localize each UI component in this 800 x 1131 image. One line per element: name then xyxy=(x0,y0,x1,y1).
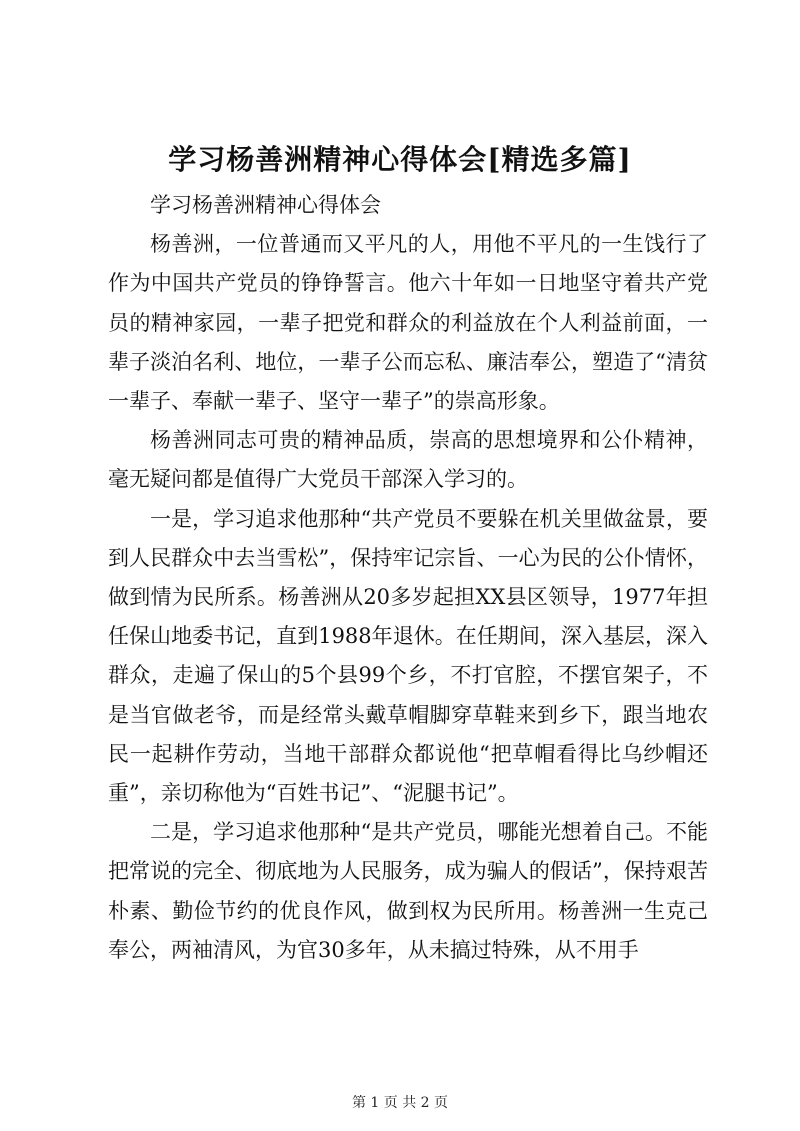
page-number-footer: 第 1 页 共 2 页 xyxy=(351,1095,449,1111)
paragraph-point-one: 一是，学习追求他那种“共产党员不要躲在机关里做盆景，要到人民群众中去当雪松”，保持牢记宗旨、一心为民的公仆情怀，做到情为民所系。杨善洲从20多岁起担XX县区领导，1977年担任保山地委书记，直到1988年退休。在任期间，深入基层，深入群众，走遍了保山的5个县99个乡，不打官腔，不摆官架子，不是当官做老爷，而是经常头戴草帽脚穿草鞋来到乡下，跟当地农民一起耕作劳动，当地干部群众都说他“把草帽看得比乌纱帽还重”，亲切称他为“百姓书记”、“泥腿书记”。 xyxy=(108,506,708,806)
paragraph-point-two: 二是，学习追求他那种“是共产党员，哪能光想着自己。不能把常说的完全、彻底地为人民服务，成为骗人的假话”，保持艰苦朴素、勤俭节约的优良作风，做到权为民所用。杨善洲一生克己奉公，两袖清风，为官30多年，从未搞过特殊，从不用手 xyxy=(108,820,708,962)
document-subtitle: 学习杨善洲精神心得体会 xyxy=(150,193,381,217)
paragraph-intro: 杨善洲，一位普通而又平凡的人，用他不平凡的一生饯行了作为中国共产党员的铮铮誓言。他六十年如一日地坚守着共产党员的精神家园，一辈子把党和群众的利益放在个人利益前面，一辈子淡泊名利、地位，一辈子公而忘私、廉洁奉公，塑造了“清贫一辈子、奉献一辈子、坚守一辈子”的崇高形象。 xyxy=(108,232,708,414)
paragraph-qualities: 杨善洲同志可贵的精神品质，崇高的思想境界和公仆精神，毫无疑问都是值得广大党员干部深入学习的。 xyxy=(108,428,708,492)
document-title: 学习杨善洲精神心得体会[精选多篇] xyxy=(168,143,632,176)
document-body xyxy=(108,186,708,970)
